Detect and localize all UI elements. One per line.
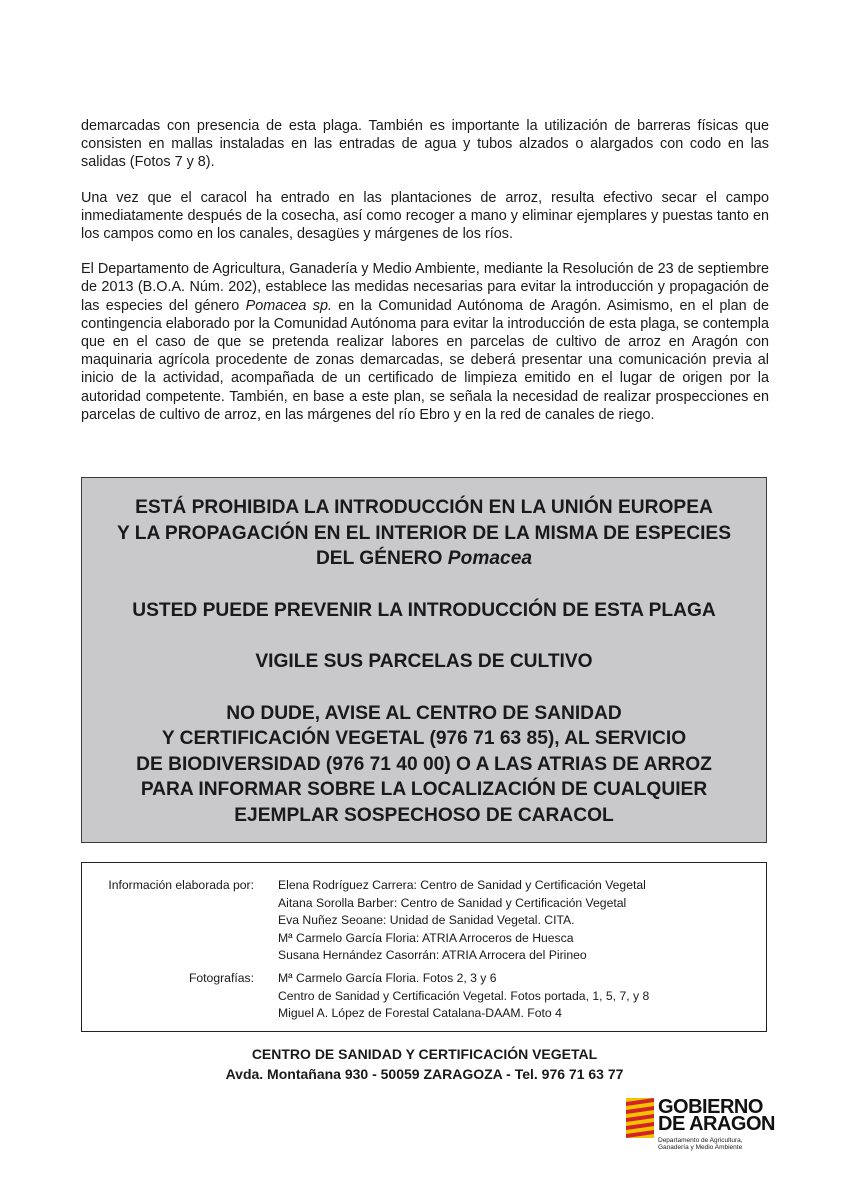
notice-prohibition (82, 478, 766, 572)
warning-notice-box (81, 477, 767, 843)
logo-word-aragon: DE ARAGON (658, 1113, 775, 1135)
body-text (81, 117, 769, 441)
notice-contact (82, 701, 766, 829)
notice-monitor (82, 649, 766, 675)
author-line: Eva Nuñez Seoane: Unidad de Sanidad Vegetal. CITA. (278, 913, 575, 927)
contact-footer (0, 1045, 849, 1084)
photos-label: Fotografías: (188, 971, 254, 985)
paragraph-drying: Una vez que el caracol ha entrado en las plantaciones de arroz, resulta efectivo secar el campo inmediatamente después de la cosecha, así como recoger a mano y eliminar ejemplares y puestas tanto en los campos como en los canales, desagües y márgenes de los ríos. (81, 189, 769, 243)
photo-line: Centro de Sanidad y Certificación Vegetal. Fotos portada, 1, 5, 7, y 8 (278, 988, 650, 1003)
info-label: Información elaborada por: (108, 878, 254, 892)
aragon-flag-icon (626, 1098, 654, 1138)
paragraph-resolution-start: El Departamento de Agricultura, Ganadería y Medio Ambiente, mediante la Resolución de 23 de septiembre de 2013 (B.O.A. Núm. 202), establece las medidas necesarias para evitar la introducción y propagación de las especies del género (81, 261, 769, 314)
notice-line: Y LA PROPAGACIÓN EN EL INTERIOR DE LA MISMA DE ESPECIES (116, 522, 732, 544)
author-line: Susana Hernández Casorrán: ATRIA Arrocera del Pirineo (278, 948, 587, 962)
author-line: Elena Rodríguez Carrera: Centro de Sanidad y Certificación Vegetal (278, 878, 646, 892)
notice-line: USTED PUEDE PREVENIR LA INTRODUCCIÓN DE ESTA PLAGA (132, 599, 716, 621)
notice-line: NO DUDE, AVISE AL CENTRO DE SANIDAD (226, 702, 622, 724)
notice-genus-name: Pomacea (447, 548, 533, 569)
species-name: Pomacea sp. (245, 297, 332, 314)
paragraph-barriers: demarcadas con presencia de esta plaga. También es importante la utilización de barreras físicas que consisten en mallas instaladas en las entradas de agua y tubos alzados o alargados con codo en las salidas (Fotos 7 y 8). (81, 118, 769, 171)
gobierno-aragon-logo (626, 1096, 776, 1156)
notice-line: DE BIODIVERSIDAD (976 71 40 00) O A LAS ATRIAS DE ARROZ (136, 753, 712, 775)
notice-line (82, 546, 766, 572)
notice-genus-prefix: DEL GÉNERO (315, 548, 448, 569)
notice-line: EJEMPLAR SOSPECHOSO DE CARACOL (234, 804, 614, 826)
paragraph-resolution (81, 260, 769, 424)
credits-box (81, 862, 767, 1032)
photo-line: Mª Carmelo García Floria. Fotos 2, 3 y 6 (278, 971, 497, 985)
photos-list (278, 970, 649, 1023)
footer-address: Avda. Montañana 930 - 50059 ZARAGOZA - Tel. 976 71 63 77 (225, 1065, 624, 1082)
notice-prevent (82, 598, 766, 624)
logo-word-gobierno: GOBIERNO (658, 1096, 763, 1118)
paragraph-resolution-end: en la Comunidad Autónoma de Aragón. Asimismo, en el plan de contingencia elaborado por la Comunidad Autónoma para evitar la introducción de esta plaga, se contempla que en el caso de que se pretenda realizar labores en parcelas de cultivo de arroz en Aragón con maquinaria agrícola procedente de zonas demarcadas, se deberá presentar una comunicación previa al inicio de la actividad, acompañada de un certificado de limpieza emitido en el lugar de origen por la autoridad competente. También, en base a este plan, se señala la necesidad de realizar prospecciones en parcelas de cultivo de arroz, en las márgenes del río Ebro y en la red de canales de riego. (81, 297, 769, 423)
author-line: Mª Carmelo García Floria: ATRIA Arroceros de Huesca (278, 930, 574, 945)
authors-list (278, 877, 646, 965)
logo-department-line1: Departamento de Agricultura, (658, 1137, 743, 1144)
logo-department-line2: Ganadería y Medio Ambiente (658, 1144, 743, 1151)
author-line: Aitana Sorolla Barber: Centro de Sanidad y Certificación Vegetal (278, 895, 627, 910)
notice-line: PARA INFORMAR SOBRE LA LOCALIZACIÓN DE CUALQUIER (140, 779, 708, 800)
notice-line: Y CERTIFICACIÓN VEGETAL (976 71 63 85), AL SERVICIO (161, 728, 687, 749)
notice-line: VIGILE SUS PARCELAS DE CULTIVO (255, 651, 593, 672)
notice-line: ESTÁ PROHIBIDA LA INTRODUCCIÓN EN LA UNIÓN EUROPEA (135, 497, 713, 518)
footer-center-name: CENTRO DE SANIDAD Y CERTIFICACIÓN VEGETAL (251, 1046, 598, 1062)
photo-line: Miguel A. López de Forestal Catalana-DAAM. Foto 4 (278, 1006, 562, 1020)
